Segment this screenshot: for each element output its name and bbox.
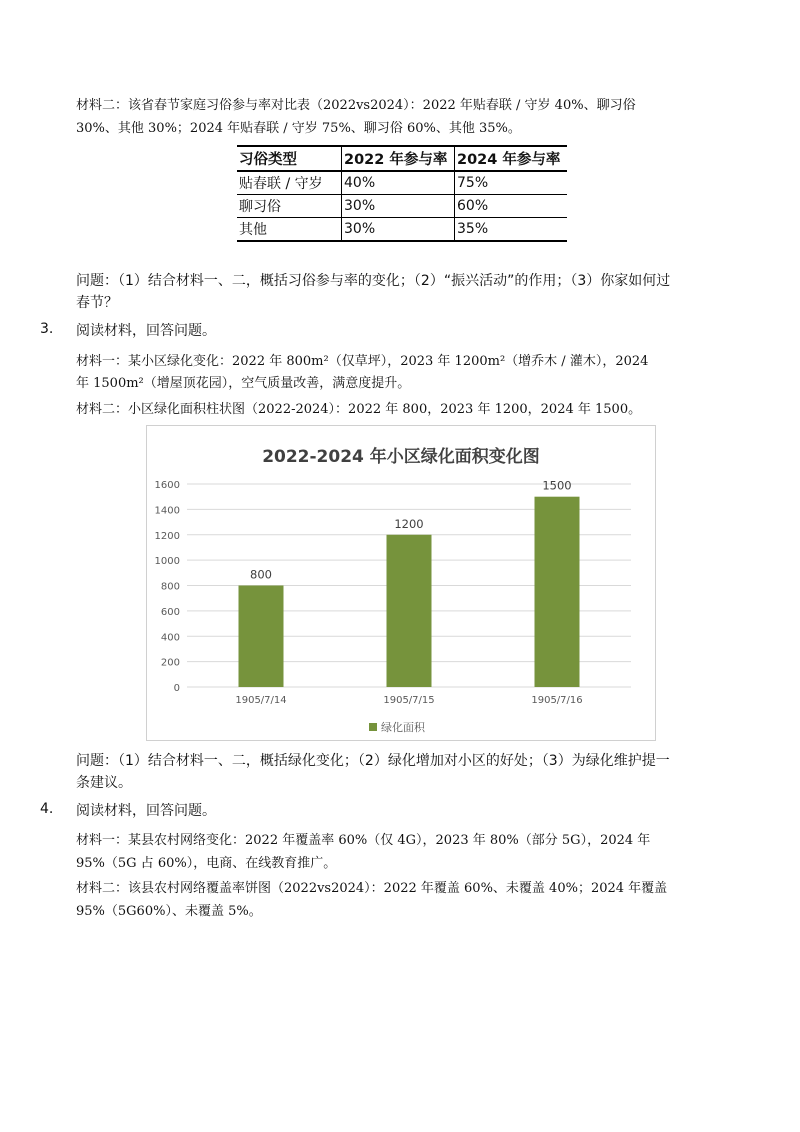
y-tick-label: 200 [160, 657, 180, 669]
item4-number: 4. [40, 801, 54, 817]
item3-question-line1: 问题：（1）结合材料一、二，概括绿化变化；（2）绿化增加对小区的好处；（3）为绿化维护提一 [76, 753, 670, 769]
y-tick-label: 1400 [154, 505, 180, 517]
y-tick-label: 1600 [154, 480, 180, 491]
table-cell: 35% [455, 218, 568, 242]
data-label: 1200 [394, 516, 424, 531]
table-cell: 30% [342, 218, 455, 242]
table-header: 2024 年参与率 [455, 146, 568, 171]
data-label: 800 [250, 567, 272, 582]
table-row [237, 171, 567, 195]
item4-material2-line1: 材料二：该县农村网络覆盖率饼图（2022vs2024）：2022 年覆盖 60%、未覆盖 40%；2024 年覆盖 [76, 881, 668, 896]
item3-title: 阅读材料，回答问题。 [76, 323, 216, 339]
data-label: 1500 [542, 478, 572, 493]
table-cell: 其他 [237, 218, 342, 242]
legend-swatch [369, 723, 377, 731]
bar [535, 497, 580, 687]
table-header: 习俗类型 [237, 146, 342, 171]
chart-title: 2022-2024 年小区绿化面积变化图 [262, 447, 540, 467]
item4-title: 阅读材料，回答问题。 [76, 803, 216, 819]
chart-frame [146, 425, 656, 741]
table-header-row [237, 146, 567, 171]
table-cell: 贴春联 / 守岁 [237, 171, 342, 195]
table-row [237, 218, 567, 242]
y-tick-label: 0 [173, 683, 180, 694]
bar [239, 586, 284, 688]
question2-line2: 春节？ [76, 295, 118, 311]
table-row [237, 195, 567, 218]
question2-line1: 问题：（1）结合材料一、二，概括习俗参与率的变化；（2）“振兴活动”的作用；（3）你家如何过 [76, 273, 671, 289]
table-cell: 聊习俗 [237, 195, 342, 218]
item3-number: 3. [40, 321, 54, 337]
table-cell: 60% [455, 195, 568, 218]
item4-material1-line2: 95%（5G 占 60%），电商、在线教育推广。 [76, 856, 337, 871]
legend-label: 绿化面积 [381, 721, 425, 734]
y-tick-label: 1200 [154, 530, 180, 542]
table-cell: 30% [342, 195, 455, 218]
item3-material1-line1: 材料一：某小区绿化变化：2022 年 800m²（仅草坪），2023 年 1200m²（增乔木 / 灌木），2024 [76, 354, 649, 369]
item3-material2: 材料二：小区绿化面积柱状图（2022-2024）：2022 年 800，2023 年 1200，2024 年 1500。 [76, 402, 642, 417]
x-tick-label: 1905/7/15 [383, 695, 435, 706]
y-tick-label: 600 [160, 606, 180, 618]
bar-chart [147, 426, 655, 740]
item4-material1-line1: 材料一：某县农村网络变化：2022 年覆盖率 60%（仅 4G），2023 年 80%（部分 5G），2024 年 [76, 833, 651, 848]
table-cell: 40% [342, 171, 455, 195]
material2-line2: 30%、其他 30%；2024 年贴春联 / 守岁 75%、聊习俗 60%、其他 35%。 [76, 121, 521, 136]
x-tick-label: 1905/7/14 [235, 695, 287, 706]
material2-line1: 材料二：该省春节家庭习俗参与率对比表（2022vs2024）：2022 年贴春联 / 守岁 40%、聊习俗 [76, 98, 636, 113]
y-tick-label: 1000 [154, 556, 180, 568]
y-tick-label: 800 [160, 581, 180, 593]
x-tick-label: 1905/7/16 [531, 695, 583, 706]
item3-question-line2: 条建议。 [76, 775, 132, 791]
y-tick-label: 400 [160, 632, 180, 644]
customs-table [237, 145, 567, 242]
table-header: 2022 年参与率 [342, 146, 455, 171]
bar [387, 535, 432, 687]
item4-material2-line2: 95%（5G60%）、未覆盖 5%。 [76, 904, 262, 919]
item3-material1-line2: 年 1500m²（增屋顶花园），空气质量改善，满意度提升。 [76, 376, 411, 391]
table-cell: 75% [455, 171, 568, 195]
